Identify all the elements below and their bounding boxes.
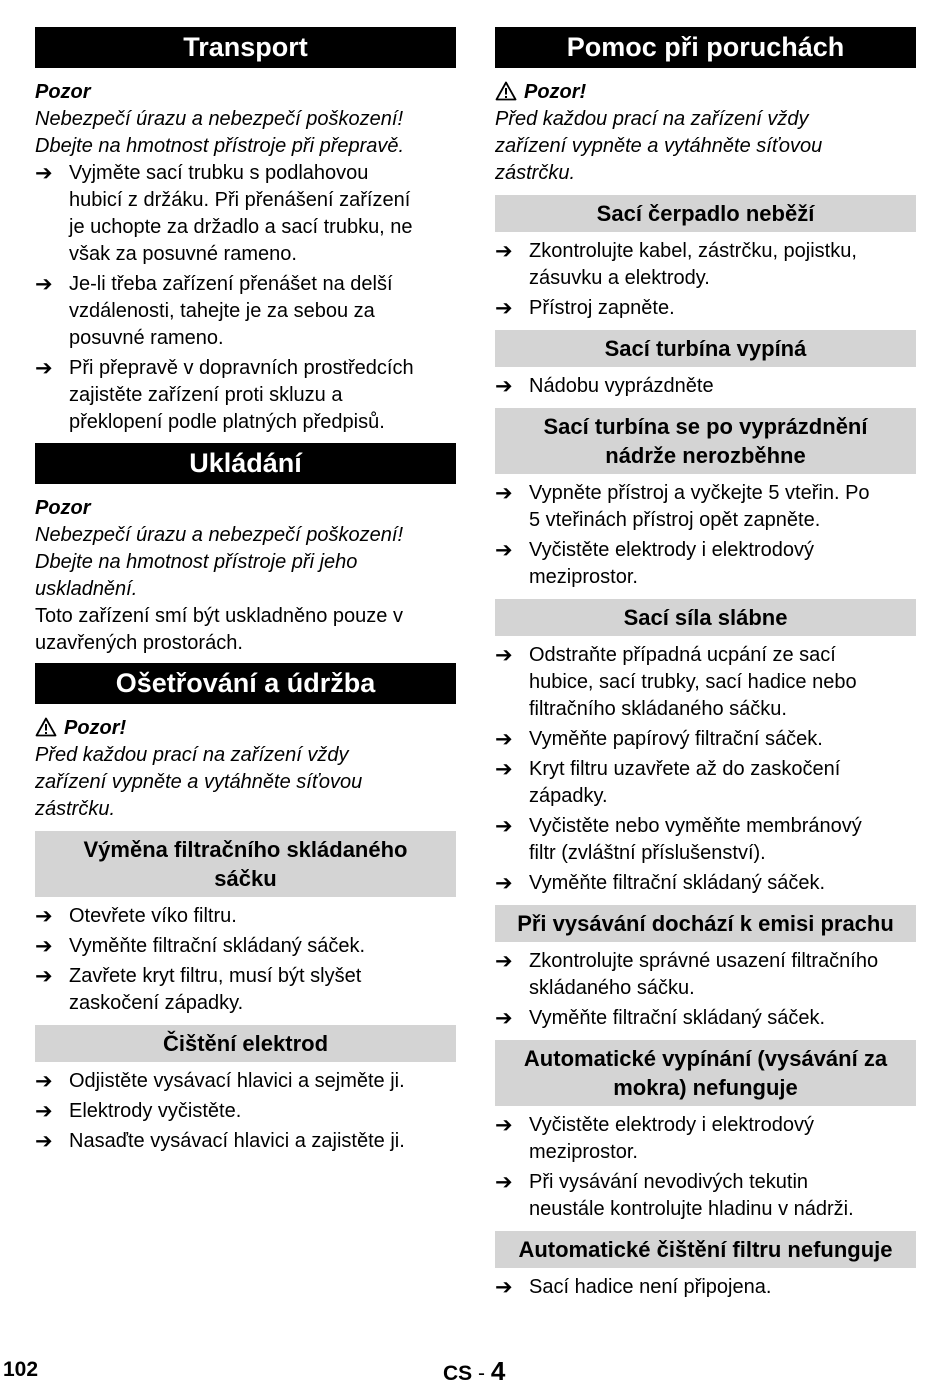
arrow-right-icon: ➔ xyxy=(495,728,513,751)
step-item: ➔ Vyčistěte elektrody i elektrodový meziprostor. xyxy=(495,539,814,588)
warning-text: Před každou prací na zařízení vždy zařízení vypněte a vytáhněte síťovou zástrčku. xyxy=(35,744,363,820)
step-item: ➔ Sací hadice není připojena. xyxy=(495,1276,772,1299)
caution-label: Pozor! xyxy=(35,715,456,742)
arrow-right-icon: ➔ xyxy=(495,644,513,667)
pump-steps xyxy=(495,238,916,322)
arrow-right-icon: ➔ xyxy=(495,240,513,263)
page-number: 102 xyxy=(3,1358,39,1381)
step-item: ➔ Kryt filtru uzavřete až do zaskočení západky. xyxy=(495,758,841,807)
arrow-right-icon: ➔ xyxy=(495,1114,513,1137)
arrow-right-icon: ➔ xyxy=(35,1130,53,1153)
arrow-right-icon: ➔ xyxy=(495,950,513,973)
subsection-title-filter-cleaning: Automatické čištění filtru nefunguje xyxy=(495,1231,916,1268)
arrow-right-icon: ➔ xyxy=(495,482,513,505)
caution-label: Pozor xyxy=(35,497,91,519)
electrodes-steps xyxy=(35,1068,456,1155)
section-title-storage: Ukládání xyxy=(35,443,456,484)
arrow-right-icon: ➔ xyxy=(495,539,513,562)
step-item: ➔ Vyčistěte nebo vyměňte membránový filtr (zvláštní příslušenství). xyxy=(495,815,862,864)
dust-emission-steps xyxy=(495,948,916,1032)
caution-label: Pozor! xyxy=(495,79,916,106)
transport-steps xyxy=(35,160,456,436)
arrow-right-icon: ➔ xyxy=(35,1100,53,1123)
step-item: ➔ Vypněte přístroj a vyčkejte 5 vteřin. Po 5 vteřinách přístroj opět zapněte. xyxy=(495,482,870,531)
right-column xyxy=(495,27,916,1304)
arrow-right-icon: ➔ xyxy=(495,1276,513,1299)
arrow-right-icon: ➔ xyxy=(35,273,53,296)
step-item: ➔ Elektrody vyčistěte. xyxy=(35,1100,242,1123)
auto-shutoff-steps xyxy=(495,1112,916,1223)
arrow-right-icon: ➔ xyxy=(35,905,53,928)
step-item: ➔ Odstraňte případná ucpání ze sací hubice, sací trubky, sací hadice nebo filtračního skládaného sáčku. xyxy=(495,644,857,720)
step-item: ➔ Zkontrolujte správné usazení filtračního skládaného sáčku. xyxy=(495,950,879,999)
step-item: ➔ Vyměňte filtrační skládaný sáček. xyxy=(495,872,826,895)
language-page-label: CS - 4 xyxy=(443,1356,506,1386)
step-item: ➔ Při přepravě v dopravních prostředcích zajistěte zařízení proti skluzu a překlopení podle platných předpisů. xyxy=(35,357,414,433)
step-item: ➔ Vyměňte filtrační skládaný sáček. xyxy=(495,1007,826,1030)
step-item: ➔ Otevřete víko filtru. xyxy=(35,905,237,928)
step-item: ➔ Zkontrolujte kabel, zástrčku, pojistku, zásuvku a elektrody. xyxy=(495,240,857,289)
step-item: ➔ Odjistěte vysávací hlavici a sejměte ji. xyxy=(35,1070,405,1093)
subsection-title-turbine-off: Sací turbína vypíná xyxy=(495,330,916,367)
arrow-right-icon: ➔ xyxy=(495,1007,513,1030)
section-title-transport: Transport xyxy=(35,27,456,68)
step-item: ➔ Nasaďte vysávací hlavici a zajistěte ji. xyxy=(35,1130,405,1153)
step-item: ➔ Vyjměte sací trubku s podlahovou hubicí z držáku. Při přenášení zařízení je uchopte za držadlo a sací trubku, ne však za posuvné rameno. xyxy=(35,162,413,265)
step-item: ➔ Vyčistěte elektrody i elektrodový meziprostor. xyxy=(495,1114,814,1163)
left-column xyxy=(35,27,456,1158)
suction-weak-steps xyxy=(495,642,916,897)
arrow-right-icon: ➔ xyxy=(35,357,53,380)
warning-text: Nebezpečí úrazu a nebezpečí poškození! Dbejte na hmotnost přístroje při přepravě. xyxy=(35,108,405,157)
arrow-right-icon: ➔ xyxy=(495,297,513,320)
subsection-title-turbine-restart: Sací turbína se po vyprázdnění nádrže nerozběhne xyxy=(495,408,916,474)
turbine-restart-steps xyxy=(495,480,916,591)
arrow-right-icon: ➔ xyxy=(35,935,53,958)
arrow-right-icon: ➔ xyxy=(495,375,513,398)
arrow-right-icon: ➔ xyxy=(495,815,513,838)
step-item: ➔ Zavřete kryt filtru, musí být slyšet zaskočení západky. xyxy=(35,965,362,1014)
step-item: ➔ Vyměňte filtrační skládaný sáček. xyxy=(35,935,366,958)
section-title-troubleshooting: Pomoc při poruchách xyxy=(495,27,916,68)
step-item: ➔ Přístroj zapněte. xyxy=(495,297,675,320)
arrow-right-icon: ➔ xyxy=(35,162,53,185)
caution-label: Pozor xyxy=(35,81,91,103)
subsection-title-suction-weak: Sací síla slábne xyxy=(495,599,916,636)
arrow-right-icon: ➔ xyxy=(495,758,513,781)
arrow-right-icon: ➔ xyxy=(495,1171,513,1194)
subsection-title-electrodes: Čištění elektrod xyxy=(35,1025,456,1062)
storage-text: Toto zařízení smí být uskladněno pouze v uzavřených prostorách. xyxy=(35,605,403,654)
subsection-title-dust-emission: Při vysávání dochází k emisi prachu xyxy=(495,905,916,942)
step-item: ➔ Je-li třeba zařízení přenášet na delší vzdálenosti, tahejte je za sebou za posuvné rameno. xyxy=(35,273,393,349)
warning-triangle-icon xyxy=(35,717,57,737)
step-item: ➔ Nádobu vyprázdněte xyxy=(495,375,714,398)
warning-text: Nebezpečí úrazu a nebezpečí poškození! Dbejte na hmotnost přístroje při jeho uskladnění. xyxy=(35,524,404,600)
warning-triangle-icon xyxy=(495,81,517,101)
turbine-off-steps xyxy=(495,373,916,400)
subsection-title-filter-bag: Výměna filtračního skládaného sáčku xyxy=(35,831,456,897)
subsection-title-pump: Sací čerpadlo neběží xyxy=(495,195,916,232)
section-title-care: Ošetřování a údržba xyxy=(35,663,456,704)
filter-cleaning-steps xyxy=(495,1274,916,1301)
arrow-right-icon: ➔ xyxy=(35,1070,53,1093)
step-item: ➔ Při vysávání nevodivých tekutin neustále kontrolujte hladinu v nádrži. xyxy=(495,1171,854,1220)
arrow-right-icon: ➔ xyxy=(35,965,53,988)
warning-text: Před každou prací na zařízení vždy zařízení vypněte a vytáhněte síťovou zástrčku. xyxy=(495,108,823,184)
step-item: ➔ Vyměňte papírový filtrační sáček. xyxy=(495,728,823,751)
filter-bag-steps xyxy=(35,903,456,1017)
arrow-right-icon: ➔ xyxy=(495,872,513,895)
subsection-title-auto-shutoff: Automatické vypínání (vysávání za mokra) nefunguje xyxy=(495,1040,916,1106)
